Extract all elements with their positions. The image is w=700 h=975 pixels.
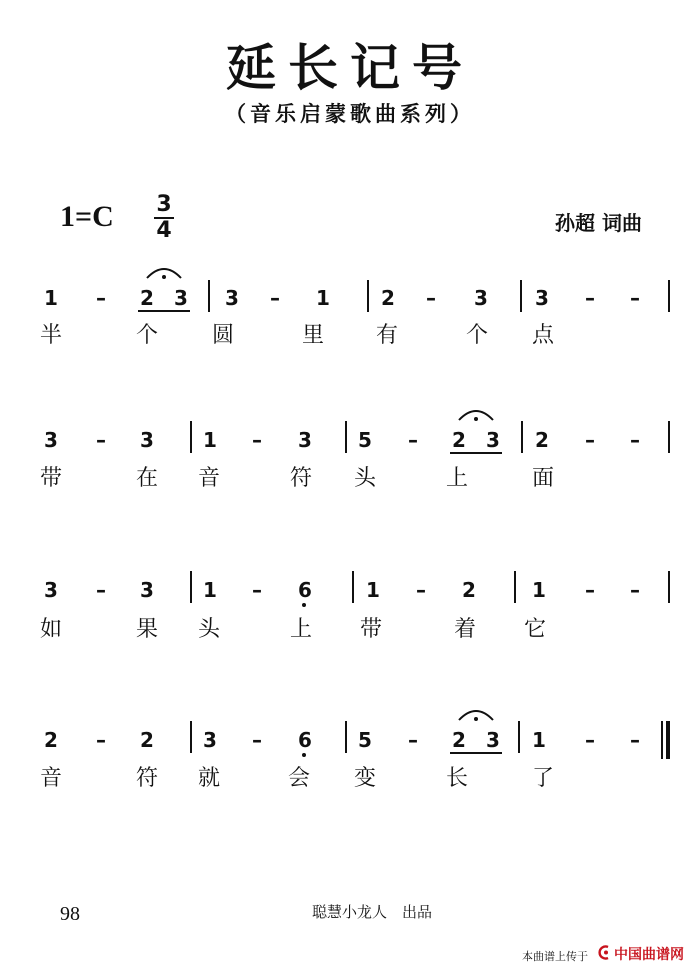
- note: 3: [474, 286, 488, 310]
- lyric: 上: [446, 466, 469, 491]
- barline: [668, 280, 670, 312]
- note: 1: [203, 578, 217, 602]
- lyric: 圆: [212, 323, 235, 348]
- barline: [514, 571, 516, 603]
- barline: [367, 280, 369, 312]
- dash: –: [585, 578, 595, 602]
- note: 2: [44, 728, 58, 752]
- lyric: 音: [40, 766, 63, 791]
- barline: [190, 421, 192, 453]
- page-number: 98: [60, 903, 80, 925]
- lyric: 着: [454, 617, 477, 642]
- dash: –: [96, 728, 106, 752]
- note: 3: [486, 428, 500, 452]
- page-subtitle: （音乐启蒙歌曲系列）: [225, 102, 475, 126]
- time-signature: [152, 193, 176, 243]
- note: 3: [298, 428, 312, 452]
- dash: –: [252, 578, 262, 602]
- composer-credit: 孙超 词曲: [555, 211, 642, 235]
- note: 2: [381, 286, 395, 310]
- key-signature: 1=C: [60, 200, 114, 233]
- barline: [190, 721, 192, 753]
- dash: –: [416, 578, 426, 602]
- lyric: 个: [466, 323, 489, 348]
- eighth-underline: [450, 752, 502, 754]
- upload-note: 本曲谱上传于: [522, 950, 588, 963]
- dash: –: [426, 286, 436, 310]
- barline: [345, 421, 347, 453]
- lyric: 了: [532, 766, 555, 791]
- dash: –: [630, 728, 640, 752]
- barline: [352, 571, 354, 603]
- note: 1: [532, 728, 546, 752]
- barline: [521, 421, 523, 453]
- note: 3: [174, 286, 188, 310]
- page-title: 延长记号: [226, 39, 474, 97]
- note: 6: [298, 728, 312, 752]
- dash: –: [408, 428, 418, 452]
- note: 1: [203, 428, 217, 452]
- lyric: 半: [40, 323, 63, 348]
- lyric: 带: [40, 466, 63, 491]
- dash: –: [630, 578, 640, 602]
- producer-credit: 聪慧小龙人 出品: [312, 905, 433, 921]
- note: 2: [535, 428, 549, 452]
- lyric: 音: [198, 466, 221, 491]
- lyric: 里: [302, 323, 325, 348]
- dash: –: [96, 428, 106, 452]
- note: 1: [44, 286, 58, 310]
- note: 3: [203, 728, 217, 752]
- lyric: 会: [288, 766, 311, 791]
- lyric: 变: [354, 766, 377, 791]
- note: 5: [358, 428, 372, 452]
- lyric: 它: [524, 617, 547, 642]
- dash: –: [630, 286, 640, 310]
- barline: [668, 571, 670, 603]
- note: 3: [140, 428, 154, 452]
- lyric: 点: [532, 323, 555, 348]
- lyric: 符: [136, 766, 159, 791]
- barline: [208, 280, 210, 312]
- low-octave-dot: [302, 603, 306, 607]
- note: 2: [140, 728, 154, 752]
- eighth-underline: [138, 310, 190, 312]
- low-octave-dot: [302, 753, 306, 757]
- note: 1: [316, 286, 330, 310]
- dash: –: [408, 728, 418, 752]
- lyric: 在: [136, 466, 159, 491]
- barline: [668, 421, 670, 453]
- fermata-icon: [144, 262, 184, 280]
- note: 3: [535, 286, 549, 310]
- barline: [345, 721, 347, 753]
- note: 1: [532, 578, 546, 602]
- note: 3: [44, 578, 58, 602]
- lyric: 果: [136, 617, 159, 642]
- fermata-icon: [456, 704, 496, 722]
- note: 2: [462, 578, 476, 602]
- note: 3: [225, 286, 239, 310]
- dash: –: [585, 428, 595, 452]
- lyric: 带: [360, 617, 383, 642]
- dash: –: [585, 728, 595, 752]
- site-logo-icon: [597, 945, 612, 960]
- lyric: 面: [532, 466, 555, 491]
- eighth-underline: [450, 452, 502, 454]
- note: 2: [452, 428, 466, 452]
- barline: [520, 280, 522, 312]
- note: 2: [452, 728, 466, 752]
- lyric: 就: [198, 766, 221, 791]
- time-signature-bottom: 4: [156, 218, 172, 243]
- time-signature-top: 3: [156, 192, 172, 217]
- lyric: 上: [290, 617, 313, 642]
- lyric: 个: [136, 323, 159, 348]
- barline: [190, 571, 192, 603]
- note: 3: [44, 428, 58, 452]
- final-barline-thin: [661, 721, 663, 759]
- site-name-link[interactable]: 中国曲谱网: [614, 947, 684, 963]
- note: 3: [140, 578, 154, 602]
- dash: –: [252, 428, 262, 452]
- dash: –: [630, 428, 640, 452]
- barline: [518, 721, 520, 753]
- note: 2: [140, 286, 154, 310]
- final-barline-thick: [666, 721, 670, 759]
- note: 1: [366, 578, 380, 602]
- lyric: 符: [290, 466, 313, 491]
- dash: –: [252, 728, 262, 752]
- lyric: 头: [198, 617, 221, 642]
- note: 3: [486, 728, 500, 752]
- lyric: 有: [376, 323, 399, 348]
- note: 5: [358, 728, 372, 752]
- dash: –: [96, 286, 106, 310]
- dash: –: [96, 578, 106, 602]
- fermata-icon: [456, 404, 496, 422]
- dash: –: [270, 286, 280, 310]
- lyric: 头: [354, 466, 377, 491]
- note: 6: [298, 578, 312, 602]
- lyric: 如: [40, 617, 63, 642]
- lyric: 长: [446, 766, 469, 791]
- dash: –: [585, 286, 595, 310]
